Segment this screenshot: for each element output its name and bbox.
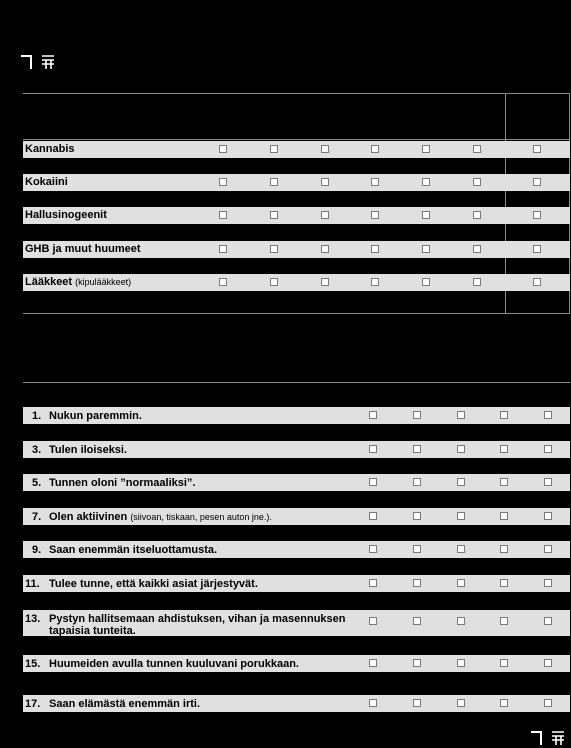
answer-checkbox[interactable] [500, 445, 508, 453]
substance-label [25, 143, 75, 155]
statement-number: 11. [25, 578, 40, 590]
statement-text: Pystyn hallitsemaan ahdistuksen, vihan ja masennuksen tapaisia tunteita. [49, 613, 346, 637]
statement-text: Tulen iloiseksi. [49, 444, 128, 456]
answer-checkbox[interactable] [500, 478, 508, 486]
answer-checkbox[interactable] [413, 545, 421, 553]
statement-row [23, 474, 570, 491]
substance-label [25, 243, 141, 255]
answer-checkbox[interactable] [500, 617, 508, 625]
substance-row [23, 174, 570, 191]
statement-label [49, 444, 389, 456]
statement-label [49, 410, 389, 422]
answer-checkbox[interactable] [369, 445, 377, 453]
substance-label [25, 209, 107, 221]
answer-checkbox[interactable] [413, 579, 421, 587]
answer-checkbox[interactable] [473, 145, 481, 153]
answer-checkbox[interactable] [219, 278, 227, 286]
answer-checkbox[interactable] [270, 278, 278, 286]
answer-checkbox[interactable] [270, 178, 278, 186]
answer-checkbox[interactable] [500, 512, 508, 520]
answer-checkbox[interactable] [544, 699, 552, 707]
registration-mark-icon [20, 54, 62, 70]
answer-checkbox[interactable] [533, 178, 541, 186]
answer-checkbox[interactable] [544, 579, 552, 587]
answer-checkbox[interactable] [369, 512, 377, 520]
answer-checkbox[interactable] [371, 278, 379, 286]
answer-checkbox[interactable] [422, 145, 430, 153]
statement-number: 13. [25, 613, 41, 625]
answer-checkbox[interactable] [500, 659, 508, 667]
answer-checkbox[interactable] [369, 659, 377, 667]
statement-number: 3. [32, 444, 42, 456]
answer-checkbox[interactable] [533, 211, 541, 219]
statement-number: 17. [25, 698, 41, 710]
answer-checkbox[interactable] [544, 512, 552, 520]
answer-checkbox[interactable] [270, 211, 278, 219]
answer-checkbox[interactable] [371, 178, 379, 186]
answer-checkbox[interactable] [369, 545, 377, 553]
answer-checkbox[interactable] [371, 211, 379, 219]
answer-checkbox[interactable] [457, 512, 465, 520]
statement-label [49, 613, 367, 637]
answer-checkbox[interactable] [457, 617, 465, 625]
substance-name: Kannabis [25, 143, 75, 155]
answer-checkbox[interactable] [321, 245, 329, 253]
statement-row [23, 441, 570, 458]
statement-label [49, 658, 389, 670]
statement-label [49, 511, 389, 523]
answer-checkbox[interactable] [270, 245, 278, 253]
answer-checkbox[interactable] [413, 617, 421, 625]
answer-checkbox[interactable] [413, 411, 421, 419]
statement-text: Nukun paremmin. [49, 410, 142, 422]
answer-checkbox[interactable] [457, 478, 465, 486]
answer-checkbox[interactable] [457, 545, 465, 553]
answer-checkbox[interactable] [270, 145, 278, 153]
statement-number: 9. [32, 544, 42, 556]
answer-checkbox[interactable] [321, 145, 329, 153]
statement-number: 5. [32, 477, 42, 489]
substance-row [23, 274, 570, 291]
statement-text: Tunnen oloni ”normaaliksi”. [49, 477, 196, 489]
answer-checkbox[interactable] [533, 245, 541, 253]
substance-label [25, 176, 68, 188]
substance-label [25, 276, 131, 288]
answer-checkbox[interactable] [369, 478, 377, 486]
answer-checkbox[interactable] [369, 579, 377, 587]
answer-checkbox[interactable] [500, 579, 508, 587]
answer-checkbox[interactable] [457, 445, 465, 453]
answer-checkbox[interactable] [457, 659, 465, 667]
answer-checkbox[interactable] [457, 699, 465, 707]
statement-number: 15. [25, 658, 41, 670]
statement-note: (siivoan, tiskaan, pesen auton jne.). [130, 512, 272, 522]
statement-row [23, 610, 570, 636]
answer-checkbox[interactable] [473, 245, 481, 253]
substance-name: Hallusinogeenit [25, 209, 107, 221]
substance-row [23, 207, 570, 224]
substance-row [23, 241, 570, 258]
answer-checkbox[interactable] [544, 545, 552, 553]
statement-row [23, 541, 570, 558]
answer-checkbox[interactable] [413, 445, 421, 453]
answer-checkbox[interactable] [473, 278, 481, 286]
answer-checkbox[interactable] [422, 211, 430, 219]
table-bottom-rule [23, 313, 570, 314]
answer-checkbox[interactable] [544, 411, 552, 419]
statement-label [49, 477, 389, 489]
answer-checkbox[interactable] [371, 145, 379, 153]
answer-checkbox[interactable] [369, 617, 377, 625]
answer-checkbox[interactable] [422, 178, 430, 186]
statement-number: 7. [32, 511, 42, 523]
table-top-rule [23, 93, 570, 94]
answer-checkbox[interactable] [413, 478, 421, 486]
substance-row [23, 141, 570, 158]
answer-checkbox[interactable] [544, 445, 552, 453]
answer-checkbox[interactable] [369, 411, 377, 419]
answer-checkbox[interactable] [321, 178, 329, 186]
statement-text: Tulee tunne, että kaikki asiat järjestyvät. [49, 578, 258, 590]
statement-row [23, 407, 570, 424]
answer-checkbox[interactable] [219, 245, 227, 253]
answer-checkbox[interactable] [219, 211, 227, 219]
answer-checkbox[interactable] [544, 617, 552, 625]
answer-checkbox[interactable] [321, 278, 329, 286]
registration-mark-icon [530, 730, 571, 746]
answer-checkbox[interactable] [369, 699, 377, 707]
answer-checkbox[interactable] [473, 211, 481, 219]
statement-text: Saan elämästä enemmän irti. [49, 698, 201, 710]
statement-row [23, 695, 570, 712]
statement-row [23, 575, 570, 592]
statement-text: Olen aktiivinen [49, 511, 128, 523]
table-header-rule [23, 139, 570, 140]
answer-checkbox[interactable] [544, 478, 552, 486]
statement-label [49, 698, 389, 710]
answer-checkbox[interactable] [533, 278, 541, 286]
statement-text: Saan enemmän itseluottamusta. [49, 544, 218, 556]
answer-checkbox[interactable] [219, 178, 227, 186]
section-two-rule [23, 382, 570, 383]
statement-text: Huumeiden avulla tunnen kuuluvani porukkaan. [49, 658, 299, 670]
statement-label [49, 544, 389, 556]
answer-checkbox[interactable] [473, 178, 481, 186]
substance-note: (kipulääkkeet) [75, 277, 132, 287]
answer-checkbox[interactable] [500, 411, 508, 419]
statement-label [49, 578, 389, 590]
statement-row [23, 508, 570, 525]
statement-number: 1. [32, 410, 42, 422]
statement-row [23, 655, 570, 672]
answer-checkbox[interactable] [413, 699, 421, 707]
answer-checkbox[interactable] [413, 512, 421, 520]
answer-checkbox[interactable] [413, 659, 421, 667]
answer-checkbox[interactable] [219, 145, 227, 153]
substance-name: GHB ja muut huumeet [25, 243, 141, 255]
answer-checkbox[interactable] [457, 579, 465, 587]
substance-name: Kokaiini [25, 176, 68, 188]
answer-checkbox[interactable] [321, 211, 329, 219]
answer-checkbox[interactable] [500, 699, 508, 707]
answer-checkbox[interactable] [457, 411, 465, 419]
substance-name: Lääkkeet [25, 276, 73, 288]
answer-checkbox[interactable] [544, 659, 552, 667]
answer-checkbox[interactable] [500, 545, 508, 553]
answer-checkbox[interactable] [371, 245, 379, 253]
answer-checkbox[interactable] [533, 145, 541, 153]
answer-checkbox[interactable] [422, 245, 430, 253]
answer-checkbox[interactable] [422, 278, 430, 286]
